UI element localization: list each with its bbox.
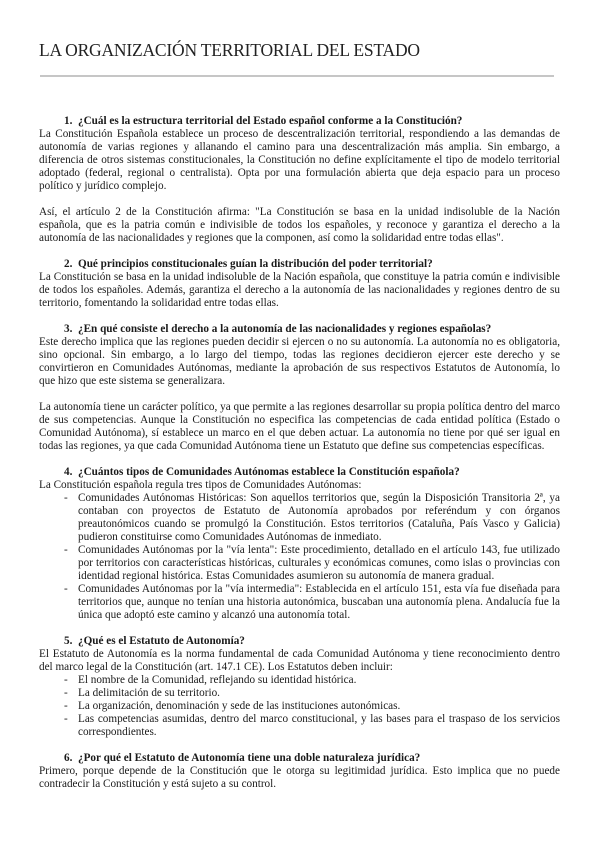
section-4-heading bbox=[39, 466, 560, 479]
paragraph: La Constitución se basa en la unidad indisoluble de la Nación española, que constituye la patria común e indivisible de todos los españoles. Además, garantiza el derecho a la autonomía de las nacionalidades y regiones dentro de su territorio, fomentando la solidaridad entre todas ellas. bbox=[39, 271, 560, 309]
section-question: Qué principios constitucionales guían la distribución del poder territorial? bbox=[78, 258, 433, 270]
list-item: - Comunidades Autónomas Históricas: Son aquellos territorios que, según la Disposición Transitoria 2ª, ya contaban con proyectos de Estatuto de Autonomía aprobados por referéndum y con órganos preautonómicos cuando se promulgó la Constitución. Estos territorios (Cataluña, País Vasco y Galicia) pudieron constituirse como Comunidades Autónomas de inmediato. bbox=[39, 492, 560, 544]
bullet-marker: - bbox=[64, 713, 68, 725]
list-item: - La delimitación de su territorio. bbox=[39, 687, 560, 700]
section-question: ¿Cuántos tipos de Comunidades Autónomas establece la Constitución española? bbox=[78, 466, 460, 478]
list-item: - Comunidades Autónomas por la "vía intermedia": Establecida en el artículo 151, esta vía fue diseñada para territorios que, aunque no tenían una historia autonómica, buscaban una autonomía plena. Andalucía fue la única que adoptó este camino y alcanzó una autonomía total. bbox=[39, 583, 560, 622]
section-number: 5. bbox=[64, 635, 73, 647]
bullet-list bbox=[39, 492, 560, 622]
bullet-marker: - bbox=[64, 687, 68, 699]
paragraph: La autonomía tiene un carácter político, ya que permite a las regiones desarrollar su propia política dentro del marco de sus competencias. Aunque la Constitución no especifica las competencias de cada entidad política (Estado o Comunidad Autónoma), sí establece un marco en el que deben actuar. La autonomía no tiene por qué ser igual en todas las regiones, ya que cada Comunidad Autónoma tiene un Estatuto que define sus competencias específicas. bbox=[39, 401, 560, 452]
section-6-heading bbox=[39, 752, 560, 765]
section-number: 1. bbox=[64, 115, 73, 127]
bullet-marker: - bbox=[64, 492, 68, 504]
section-number: 6. bbox=[64, 752, 73, 764]
paragraph: El Estatuto de Autonomía es la norma fundamental de cada Comunidad Autónoma y tiene reconocimiento dentro del marco legal de la Constitución (art. 147.1 CE). Los Estatutos deben incluir: bbox=[39, 648, 560, 673]
section-question: ¿En qué consiste el derecho a la autonomía de las nacionalidades y regiones españolas? bbox=[78, 323, 492, 335]
section-1-heading bbox=[39, 115, 560, 128]
list-item: - Las competencias asumidas, dentro del marco constitucional, y las bases para el traspaso de los servicios correspondientes. bbox=[39, 713, 560, 739]
document-body bbox=[39, 115, 560, 791]
bullet-list bbox=[39, 674, 560, 739]
section-question: ¿Qué es el Estatuto de Autonomía? bbox=[78, 635, 245, 647]
paragraph: La Constitución Española establece un proceso de descentralización territorial, respondiendo a las demandas de autonomía de varias regiones y allanando el camino para una descentralización más amplia. Sin embargo, a diferencia de otros sistemas constitucionales, la Constitución no define explícitamente el tipo de modelo territorial adoptado (federal, regional o centralista). Opta por una formulación abierta que deja espacio para un proceso político y jurídico complejo. bbox=[39, 128, 560, 192]
list-item: - Comunidades Autónomas por la "vía lenta": Este procedimiento, detallado en el artículo 143, fue utilizado por territorios con características históricas, culturales y económicas comunes, como islas o provincias con identidad regional histórica. Estas Comunidades asumieron su autonomía de manera gradual. bbox=[39, 544, 560, 583]
paragraph: Así, el artículo 2 de la Constitución afirma: "La Constitución se basa en la unidad indisoluble de la Nación española, que es la patria común e indivisible de todos los españoles, y reconoce y garantiza el derecho a la autonomía de las nacionalidades y regiones que la componen, así como la solidaridad entre todas ellas". bbox=[39, 206, 560, 244]
section-number: 3. bbox=[64, 323, 73, 335]
paragraph: Este derecho implica que las regiones pueden decidir si ejercen o no su autonomía. La autonomía no es obligatoria, sino opcional. Sin embargo, a lo largo del tiempo, todas las regiones decidieron ejercer este derecho y se convirtieron en Comunidades Autónomas, mediante la aprobación de sus respectivos Estatutos de Autonomía, lo que hizo que este sistema se generalizara. bbox=[39, 336, 560, 387]
paragraph: La Constitución española regula tres tipos de Comunidades Autónomas: bbox=[39, 479, 362, 491]
section-question: ¿Cuál es la estructura territorial del Estado español conforme a la Constitución? bbox=[78, 115, 463, 127]
bullet-marker: - bbox=[64, 583, 68, 595]
section-question: ¿Por qué el Estatuto de Autonomía tiene una doble naturaleza jurídica? bbox=[78, 752, 421, 764]
section-2-heading bbox=[39, 258, 560, 271]
title-divider bbox=[40, 75, 554, 77]
document-title: LA ORGANIZACIÓN TERRITORIAL DEL ESTADO bbox=[39, 40, 420, 60]
section-3-heading bbox=[39, 323, 560, 336]
section-5-heading bbox=[39, 635, 560, 648]
bullet-marker: - bbox=[64, 544, 68, 556]
bullet-marker: - bbox=[64, 700, 68, 712]
section-number: 4. bbox=[64, 466, 73, 478]
list-item: - La organización, denominación y sede de las instituciones autonómicas. bbox=[39, 700, 560, 713]
section-number: 2. bbox=[64, 258, 73, 270]
paragraph: Primero, porque depende de la Constitución que le otorga su legitimidad jurídica. Esto implica que no puede contradecir la Constitución y está sujeto a su control. bbox=[39, 765, 560, 790]
list-item: - El nombre de la Comunidad, reflejando su identidad histórica. bbox=[39, 674, 560, 687]
bullet-marker: - bbox=[64, 674, 68, 686]
